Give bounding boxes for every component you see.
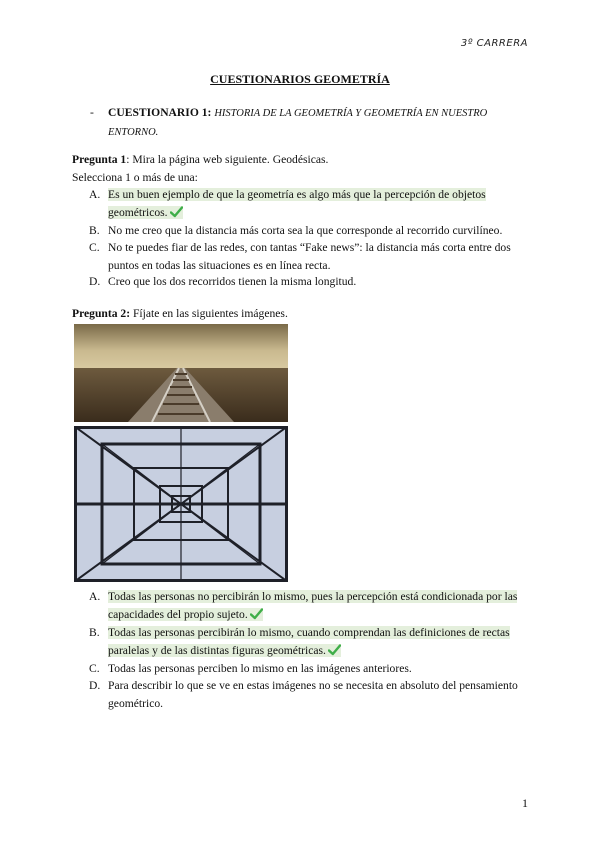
q2-option-d-text: Para describir lo que se ve en estas imágenes no se necesita en absoluto del pensamiento geométrico. <box>108 679 518 710</box>
section-label: CUESTIONARIO 1: <box>108 106 212 119</box>
q2-option-b-text: Todas las personas percibirán lo mismo, cuando comprendan las definiciones de rectas paralelas y de las distintas figuras geométricas. <box>108 626 510 657</box>
pylon-image <box>74 426 288 582</box>
question-1-instruction: Selecciona 1 o más de una: <box>72 171 198 184</box>
q2-option-c-letter: C. <box>89 662 100 675</box>
section-subtitle: HISTORIA DE LA GEOMETRÍA Y GEOMETRÍA EN NUESTRO ENTORNO. <box>108 108 488 138</box>
check-icon <box>250 608 263 620</box>
question-1 <box>72 152 328 168</box>
question-1-label: Pregunta 1 <box>72 153 127 166</box>
section-dash: - <box>90 106 94 119</box>
q1-option-b-letter: B. <box>89 224 100 237</box>
page-title: CUESTIONARIOS GEOMETRÍA <box>210 72 390 86</box>
railway-image <box>74 324 288 422</box>
question-2-label: Pregunta 2: <box>72 307 131 320</box>
page-number: 1 <box>522 796 528 810</box>
q2-option-c-text: Todas las personas perciben lo mismo en las imágenes anteriores. <box>108 662 412 675</box>
q1-option-c-letter: C. <box>89 241 100 254</box>
q2-option-a-text: Todas las personas no percibirán lo mismo, pues la percepción está condicionada por las capacidades del propio sujeto. <box>108 590 518 621</box>
q1-option-d-letter: D. <box>89 275 101 288</box>
q1-option-c-text: No te puedes fiar de las redes, con tantas “Fake news”: la distancia más corta entre dos puntos en todas las situaciones es en línea recta. <box>108 241 511 272</box>
check-icon <box>328 644 341 656</box>
q2-option-a-letter: A. <box>89 590 101 603</box>
q1-option-a-text: Es un buen ejemplo de que la geometría es algo más que la percepción de objetos geométricos. <box>108 188 486 219</box>
header-course: 3º CARRERA <box>460 38 528 49</box>
question-2 <box>72 306 288 322</box>
q1-option-b-text: No me creo que la distancia más corta sea la que corresponde al recorrido curvilíneo. <box>108 224 503 237</box>
q2-option-d-letter: D. <box>89 679 101 692</box>
q2-option-b-letter: B. <box>89 626 100 639</box>
q1-option-a-letter: A. <box>89 188 101 201</box>
q1-option-d-text: Creo que los dos recorridos tienen la misma longitud. <box>108 275 357 288</box>
check-icon <box>170 206 183 218</box>
question-2-text: Fíjate en las siguientes imágenes. <box>130 307 288 320</box>
question-1-text: : Mira la página web siguiente. Geodésicas. <box>126 153 329 166</box>
